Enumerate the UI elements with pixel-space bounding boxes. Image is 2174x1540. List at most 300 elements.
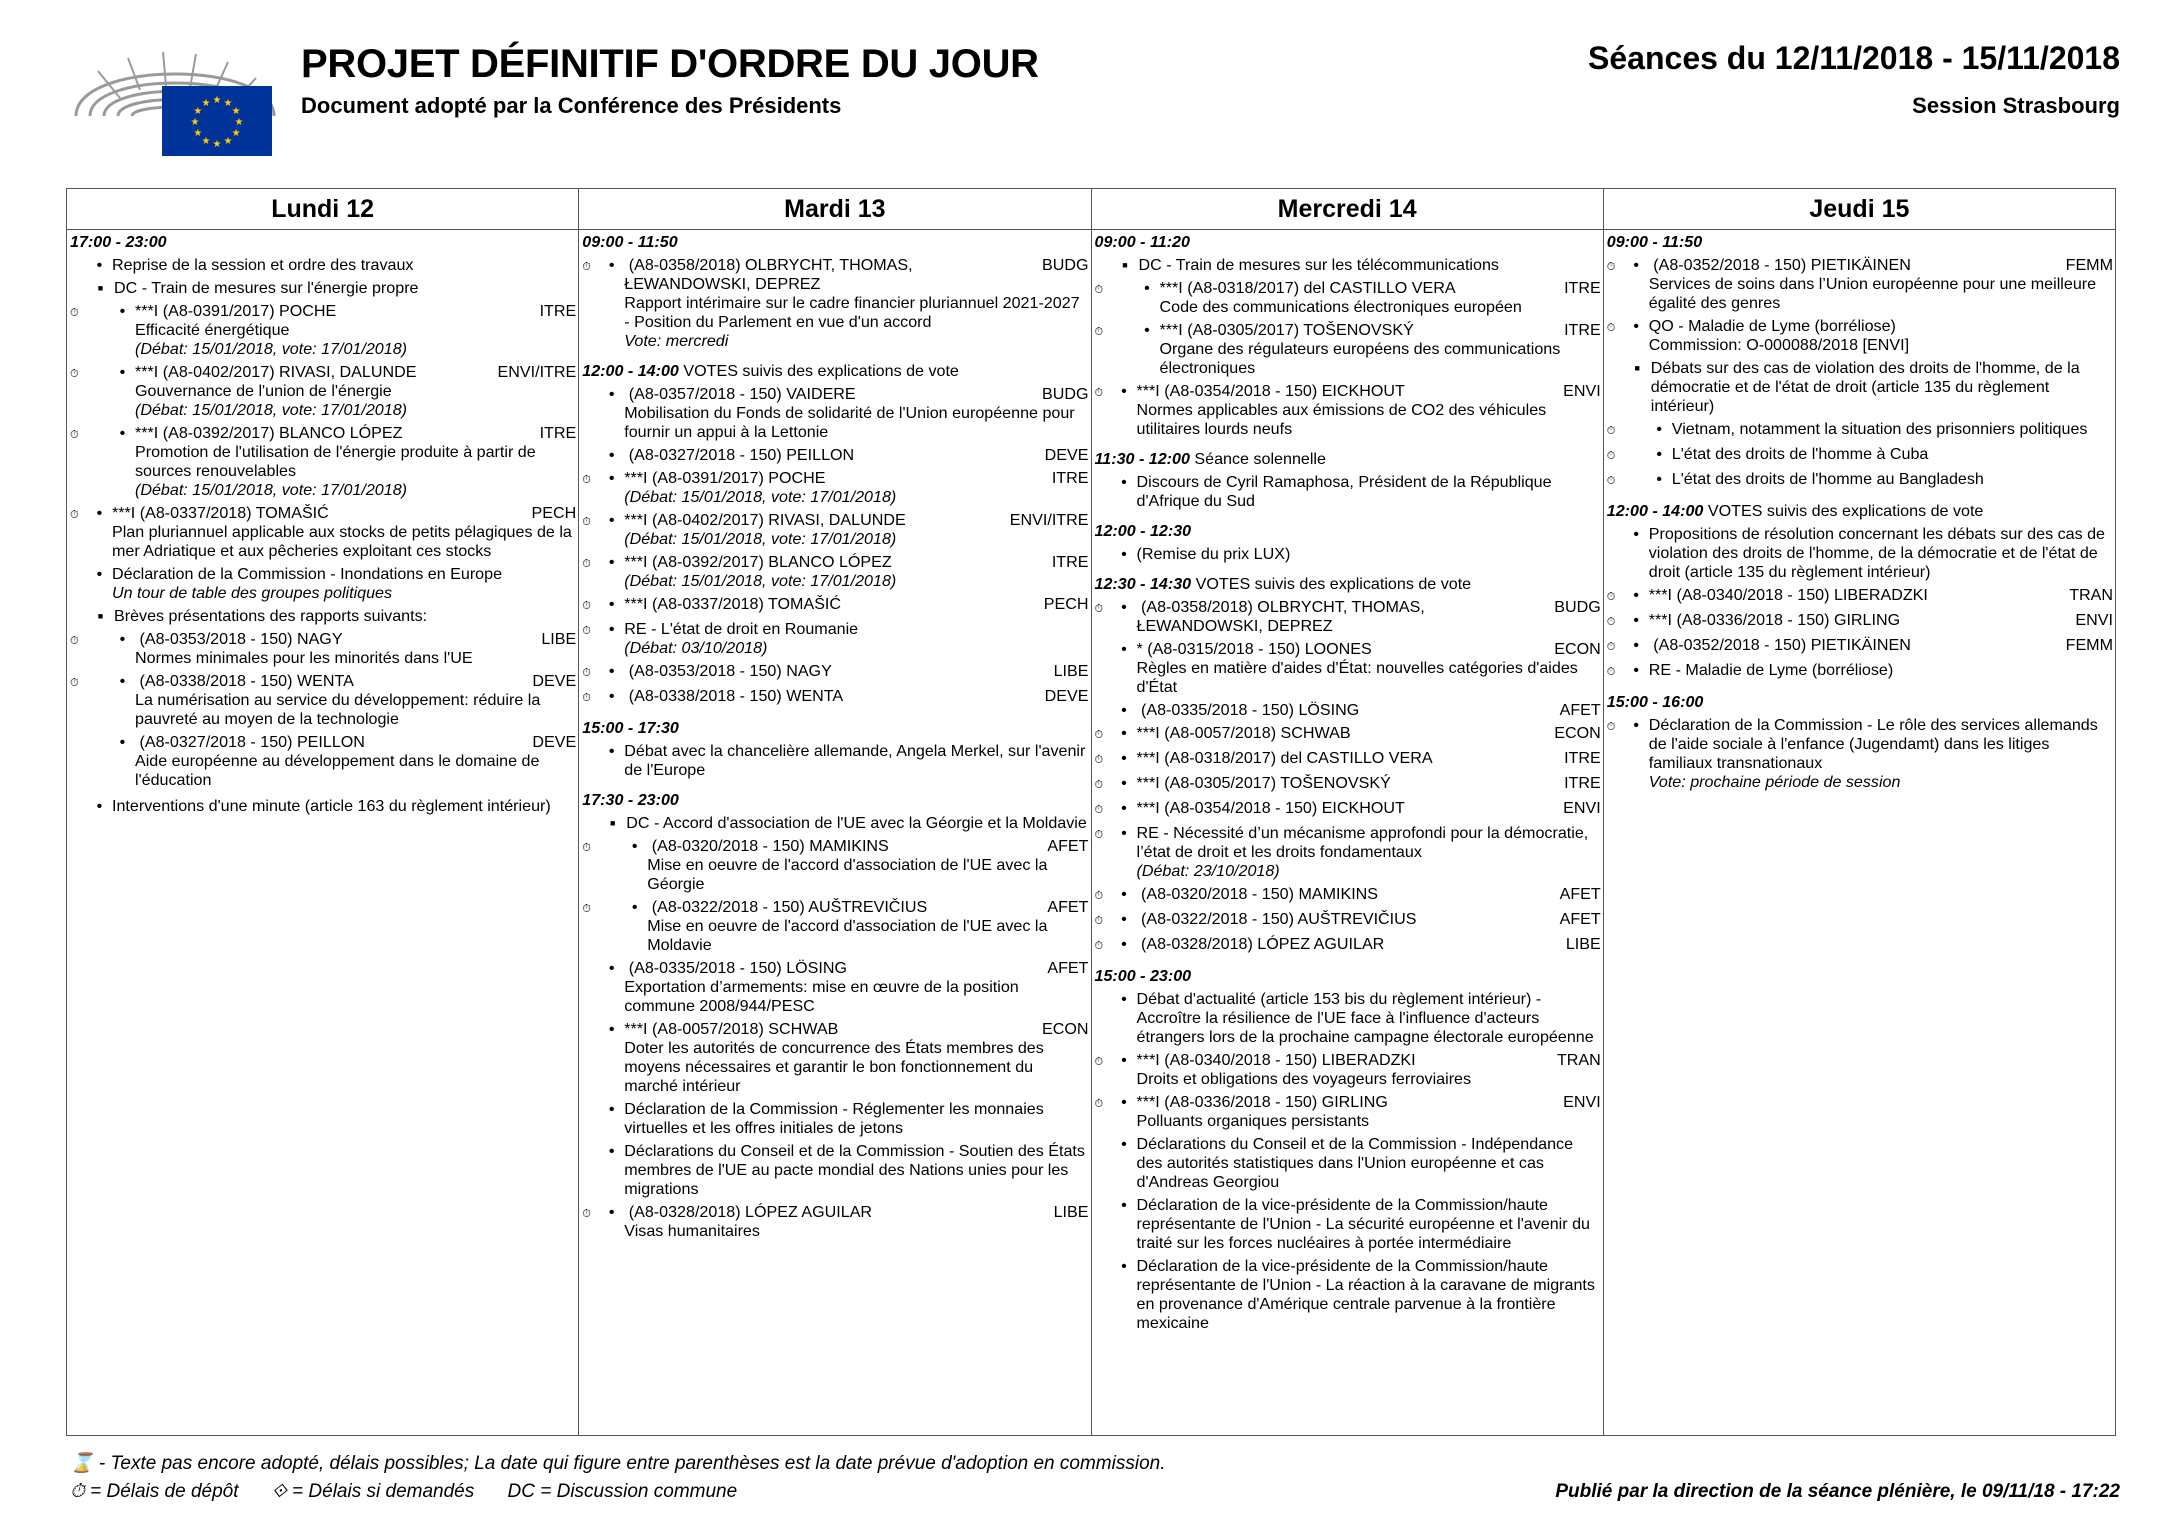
agenda-item bbox=[582, 898, 1088, 955]
eu-star: ★ bbox=[190, 117, 200, 128]
eu-star: ★ bbox=[223, 136, 233, 148]
bullet-icon: • bbox=[119, 672, 126, 690]
agenda-item bbox=[582, 742, 1088, 780]
committee-code: TRAN bbox=[2069, 586, 2113, 604]
committee-code: ITRE bbox=[1564, 279, 1601, 297]
bullet-icon: • bbox=[119, 630, 126, 648]
committee-code: AFET bbox=[1047, 959, 1089, 977]
item-heading bbox=[1137, 473, 1601, 511]
item-content bbox=[1137, 799, 1601, 818]
item-content bbox=[624, 595, 1088, 614]
deadline-clock-icon bbox=[582, 620, 599, 641]
item-heading bbox=[624, 1020, 1088, 1039]
bullet-icon: • bbox=[1121, 910, 1127, 928]
item-heading bbox=[1649, 661, 2113, 680]
bullet-icon: • bbox=[1121, 1257, 1127, 1275]
item-content bbox=[624, 687, 1088, 706]
item-content bbox=[624, 1142, 1088, 1199]
item-heading bbox=[1649, 586, 2113, 605]
agenda-item bbox=[1607, 256, 2113, 313]
item-content bbox=[1137, 1135, 1601, 1192]
item-note: (Débat: 15/01/2018, vote: 17/01/2018) bbox=[135, 340, 408, 358]
agenda-item bbox=[1607, 525, 2113, 582]
committee-code: AFET bbox=[1047, 837, 1089, 855]
agenda-item bbox=[1095, 824, 1601, 881]
agenda-item bbox=[1095, 321, 1601, 378]
item-heading bbox=[1137, 1051, 1601, 1070]
item-heading bbox=[1649, 317, 2113, 336]
time-slot bbox=[1095, 967, 1601, 986]
item-content bbox=[135, 733, 576, 790]
item-description: Mobilisation du Fonds de solidarité de l'Union européenne pour fournir un appui à la Lettonie bbox=[624, 404, 1075, 441]
item-content bbox=[1649, 586, 2113, 605]
session-dates: Séances du 12/11/2018 - 15/11/2018 bbox=[1588, 40, 2120, 76]
agenda-item bbox=[70, 504, 576, 561]
bullet-icon: • bbox=[1121, 749, 1127, 767]
item-description: Exportation d’armements: mise en œuvre de la position commune 2008/944/PESC bbox=[624, 978, 1019, 1015]
bullet-icon: • bbox=[1121, 1051, 1127, 1069]
slot-label: VOTES suivis des explications de vote bbox=[1195, 575, 1472, 593]
item-title: DC - Train de mesures sur l'énergie propre bbox=[114, 279, 419, 297]
bullet-icon: • bbox=[1633, 317, 1640, 335]
item-title: ***I (A8-0336/2018 - 150) GIRLING bbox=[1648, 611, 1901, 629]
deadline-clock-icon bbox=[1607, 445, 1647, 466]
item-heading bbox=[1139, 256, 1601, 275]
square-bullet-icon: ■ bbox=[97, 611, 104, 621]
item-heading bbox=[624, 511, 1088, 530]
time-slot bbox=[582, 791, 1088, 810]
item-description: Polluants organiques persistants bbox=[1136, 1112, 1370, 1130]
item-content bbox=[1137, 774, 1601, 793]
committee-code: LIBE bbox=[1565, 935, 1601, 953]
item-title: RE - L'état de droit en Roumanie bbox=[624, 620, 859, 638]
agenda-item bbox=[70, 672, 576, 729]
agenda-item bbox=[70, 565, 576, 603]
day-column bbox=[1091, 189, 1603, 1435]
bullet-icon: • bbox=[96, 256, 103, 274]
item-content bbox=[1137, 473, 1601, 511]
bullet-icon: • bbox=[1633, 661, 1640, 679]
item-title: Déclarations du Conseil et de la Commission - Soutien des États membres de l'UE au pacte mondial des Nations unies pour les migrations bbox=[624, 1142, 1090, 1198]
agenda-item bbox=[1095, 701, 1601, 720]
bullet-icon: • bbox=[1121, 799, 1127, 817]
committee-code: ITRE bbox=[539, 424, 577, 442]
time-slot bbox=[1095, 575, 1601, 594]
item-title: (A8-0335/2018 - 150) LÖSING bbox=[1136, 701, 1360, 719]
footer-note: ⌛ - Texte pas encore adopté, délais possibles; La date qui figure entre parenthèses est la date prévue d'adoption en commission. bbox=[70, 1453, 1166, 1474]
item-title: DC - Accord d'association de l'UE avec la Géorgie et la Moldavie bbox=[626, 814, 1087, 832]
slot-time: 12:00 - 12:30 bbox=[1094, 522, 1192, 540]
agenda-item bbox=[70, 797, 576, 816]
item-content bbox=[1651, 359, 2113, 416]
item-content bbox=[624, 446, 1088, 465]
bullet-icon: • bbox=[96, 504, 103, 522]
agenda-item bbox=[1607, 359, 2113, 416]
eu-star: ★ bbox=[193, 106, 203, 117]
bullet-icon: • bbox=[119, 302, 126, 320]
bullet-icon: • bbox=[608, 1020, 615, 1038]
item-title: (A8-0352/2018 - 150) PIETIKÄINEN bbox=[1648, 636, 1911, 654]
item-title: L'état des droits de l'homme au Bangladesh bbox=[1671, 470, 1984, 488]
item-title: ***I (A8-0057/2018) SCHWAB bbox=[1136, 724, 1351, 742]
item-heading bbox=[1137, 1257, 1601, 1333]
deadline-clock-icon bbox=[582, 1203, 599, 1224]
item-content bbox=[624, 511, 1088, 549]
item-title: * (A8-0315/2018 - 150) LOONES bbox=[1136, 640, 1372, 658]
agenda-item bbox=[582, 511, 1088, 549]
day-body bbox=[1604, 230, 2115, 792]
item-description: Promotion de l'utilisation de l'énergie produite à partir de sources renouvelables bbox=[135, 443, 536, 480]
item-title: ***I (A8-0340/2018 - 150) LIBERADZKI bbox=[1136, 1051, 1416, 1069]
item-content bbox=[112, 256, 576, 275]
day-heading: Lundi 12 bbox=[67, 189, 578, 230]
committee-code: DEVE bbox=[532, 672, 577, 690]
bullet-icon: • bbox=[1121, 1093, 1127, 1111]
item-content bbox=[1160, 279, 1601, 317]
committee-code: ENVI bbox=[1563, 382, 1601, 400]
item-heading bbox=[1137, 910, 1601, 929]
bullet-icon: • bbox=[1656, 445, 1663, 463]
item-description: Mise en oeuvre de l'accord d'association de l'UE avec la Moldavie bbox=[647, 917, 1048, 954]
item-content bbox=[1137, 724, 1601, 743]
slot-time: 09:00 - 11:20 bbox=[1094, 233, 1190, 251]
item-description: La numérisation au service du développement: réduire la pauvreté au moyen de la technologie bbox=[135, 691, 541, 728]
slot-label: VOTES suivis des explications de vote bbox=[683, 362, 959, 380]
slot-label: Séance solennelle bbox=[1194, 450, 1326, 468]
time-slot bbox=[1607, 693, 2113, 712]
bullet-icon: • bbox=[1121, 640, 1127, 658]
day-body bbox=[1092, 230, 1603, 1333]
eu-star: ★ bbox=[193, 128, 203, 139]
item-heading bbox=[624, 256, 1088, 275]
item-description: Efficacité énergétique bbox=[135, 321, 290, 339]
agenda-item bbox=[582, 446, 1088, 465]
agenda-item bbox=[582, 469, 1088, 507]
item-content bbox=[135, 363, 576, 420]
item-content bbox=[1160, 321, 1601, 378]
item-description: Droits et obligations des voyageurs ferroviaires bbox=[1136, 1070, 1472, 1088]
committee-code: FEMM bbox=[2065, 256, 2113, 274]
item-content bbox=[626, 814, 1088, 833]
item-content bbox=[1649, 636, 2113, 655]
agenda-item bbox=[1095, 885, 1601, 906]
deadline-clock-icon bbox=[582, 595, 599, 616]
bullet-icon: • bbox=[1633, 716, 1640, 734]
agenda-item bbox=[582, 959, 1088, 1016]
item-heading bbox=[1137, 990, 1601, 1047]
item-heading bbox=[112, 797, 576, 816]
square-bullet-icon: ■ bbox=[1634, 363, 1640, 373]
agenda-item bbox=[1607, 611, 2113, 632]
committee-code: ECON bbox=[1554, 640, 1601, 658]
item-description: Gouvernance de l'union de l'énergie bbox=[135, 382, 392, 400]
bullet-icon: • bbox=[1121, 1135, 1127, 1153]
item-note: (Débat: 15/01/2018, vote: 17/01/2018) bbox=[135, 481, 408, 499]
item-description: Plan pluriannuel applicable aux stocks de petits pélagiques de la mer Adriatique et aux pêcheries exploitant ces stocks bbox=[112, 523, 572, 560]
eu-star: ★ bbox=[231, 106, 241, 117]
item-content bbox=[1649, 525, 2113, 582]
deadline-clock-icon bbox=[1095, 749, 1112, 770]
item-heading bbox=[1649, 716, 2113, 773]
bullet-icon: • bbox=[1121, 473, 1127, 491]
item-content bbox=[624, 742, 1088, 780]
item-content bbox=[112, 504, 576, 561]
item-title: (A8-0322/2018 - 150) AUŠTREVIČIUS bbox=[647, 898, 928, 916]
item-title: L'état des droits de l'homme à Cuba bbox=[1671, 445, 1929, 463]
agenda-item bbox=[1607, 445, 2113, 466]
bullet-icon: • bbox=[1633, 636, 1640, 654]
item-heading bbox=[1649, 256, 2113, 275]
item-description: Rapport intérimaire sur le cadre financier pluriannuel 2021-2027 - Position du Parlement en vue d'un accord bbox=[624, 294, 1080, 331]
committee-code: ITRE bbox=[539, 302, 577, 320]
eu-star: ★ bbox=[212, 95, 222, 106]
deadline-clock-icon bbox=[1095, 910, 1112, 931]
item-heading bbox=[624, 1100, 1088, 1138]
item-note: (Débat: 15/01/2018, vote: 17/01/2018) bbox=[624, 488, 897, 506]
item-title: ***I (A8-0392/2017) BLANCO LÓPEZ bbox=[135, 424, 403, 442]
item-heading bbox=[1137, 885, 1601, 904]
agenda-item bbox=[582, 620, 1088, 658]
item-content bbox=[1672, 420, 2113, 439]
bullet-icon: • bbox=[1633, 611, 1640, 629]
bullet-icon: • bbox=[1633, 256, 1640, 274]
agenda-item bbox=[70, 607, 576, 626]
deadline-clock-icon bbox=[1607, 317, 1624, 338]
deadline-clock-icon bbox=[70, 302, 110, 323]
item-description: Aide européenne au développement dans le domaine de l'éducation bbox=[135, 752, 540, 789]
item-title: ***I (A8-0336/2018 - 150) GIRLING bbox=[1136, 1093, 1388, 1111]
agenda-item bbox=[70, 630, 576, 668]
item-content bbox=[1137, 1093, 1601, 1131]
item-content bbox=[624, 1100, 1088, 1138]
item-heading bbox=[624, 959, 1088, 978]
slot-time: 09:00 - 11:50 bbox=[1606, 233, 1703, 251]
item-heading bbox=[1672, 445, 2113, 464]
item-title: RE - Nécessité d’un mécanisme approfondi pour la démocratie, l’état de droit et les droits fondamentaux bbox=[1136, 824, 1593, 861]
agenda-item bbox=[582, 687, 1088, 708]
bullet-icon: • bbox=[608, 959, 615, 977]
item-title: (A8-0352/2018 - 150) PIETIKÄINEN bbox=[1648, 256, 1911, 274]
legend-on-request: ⟐ = Délais si demandés bbox=[271, 1481, 475, 1502]
day-heading: Jeudi 15 bbox=[1604, 189, 2115, 230]
committee-code: ENVI/ITRE bbox=[1009, 511, 1089, 529]
deadline-clock-icon bbox=[1095, 321, 1135, 342]
item-description: Règles en matière d'aides d'État: nouvelles catégories d'aides d'État bbox=[1136, 659, 1578, 696]
bullet-icon: • bbox=[1633, 586, 1640, 604]
item-note: (Débat: 15/01/2018, vote: 17/01/2018) bbox=[624, 530, 897, 548]
item-heading bbox=[135, 733, 576, 752]
agenda-item bbox=[1607, 317, 2113, 355]
bullet-icon: • bbox=[608, 1203, 615, 1221]
item-title: Déclaration de la vice-présidente de la Commission/haute représentante de l'Union - La réaction à la caravane de migrants en provenance d'Amérique centrale parvenue à la frontière mexicaine bbox=[1136, 1257, 1600, 1332]
item-heading bbox=[624, 687, 1088, 706]
agenda-item bbox=[1095, 382, 1601, 439]
eu-star: ★ bbox=[231, 128, 241, 139]
deadline-clock-icon bbox=[70, 630, 110, 651]
item-content bbox=[1137, 935, 1601, 954]
item-content bbox=[112, 797, 576, 816]
bullet-icon: • bbox=[631, 898, 638, 916]
session-place: Session Strasbourg bbox=[1912, 93, 2120, 118]
deadline-clock-icon bbox=[1095, 279, 1135, 300]
item-title: ***I (A8-0391/2017) POCHE bbox=[624, 469, 826, 487]
item-content bbox=[1672, 445, 2113, 464]
day-heading: Mardi 13 bbox=[579, 189, 1090, 230]
item-content bbox=[135, 424, 576, 500]
item-content bbox=[1137, 749, 1601, 768]
bullet-icon: • bbox=[608, 1142, 615, 1160]
eu-star: ★ bbox=[212, 139, 222, 150]
bullet-icon: • bbox=[119, 363, 126, 381]
bullet-icon: • bbox=[1121, 545, 1127, 563]
legend-deadline: ⏱ = Délais de dépôt bbox=[70, 1481, 239, 1502]
item-title: (A8-0338/2018 - 150) WENTA bbox=[624, 687, 844, 705]
agenda-item bbox=[1095, 935, 1601, 956]
item-title: (A8-0358/2018) OLBRYCHT, THOMAS, bbox=[624, 256, 913, 274]
item-content bbox=[1137, 990, 1601, 1047]
time-slot bbox=[1095, 450, 1601, 469]
item-title: Déclaration de la Commission - Inondations en Europe bbox=[112, 565, 503, 583]
deadline-clock-icon bbox=[70, 363, 110, 384]
bullet-icon: • bbox=[1121, 990, 1127, 1008]
item-heading bbox=[135, 363, 576, 382]
item-heading bbox=[624, 1203, 1088, 1222]
item-content bbox=[135, 672, 576, 729]
agenda-item bbox=[1095, 774, 1601, 795]
agenda-item bbox=[1607, 470, 2113, 491]
deadline-clock-icon bbox=[1095, 824, 1112, 845]
item-content bbox=[114, 607, 576, 626]
item-title: ***I (A8-0337/2018) TOMAŠIĆ bbox=[624, 595, 842, 613]
item-description: Visas humanitaires bbox=[624, 1222, 760, 1240]
deadline-clock-icon bbox=[1095, 774, 1112, 795]
agenda-item bbox=[70, 363, 576, 420]
committee-code: ITRE bbox=[1051, 469, 1089, 487]
bullet-icon: • bbox=[96, 565, 103, 583]
committee-code: ITRE bbox=[1564, 749, 1601, 767]
item-heading bbox=[624, 385, 1088, 404]
item-heading bbox=[1137, 724, 1601, 743]
committee-code: PECH bbox=[531, 504, 577, 522]
agenda-item bbox=[1095, 1093, 1601, 1131]
item-content bbox=[624, 385, 1088, 442]
agenda-table bbox=[66, 188, 2116, 1436]
deadline-clock-icon bbox=[1095, 885, 1112, 906]
bullet-icon: • bbox=[1121, 382, 1127, 400]
committee-code: BUDG bbox=[1554, 598, 1601, 616]
item-title: ***I (A8-0337/2018) TOMAŠIĆ bbox=[112, 504, 329, 522]
item-description: Code des communications électroniques européen bbox=[1159, 298, 1522, 316]
item-title: (Remise du prix LUX) bbox=[1136, 545, 1291, 563]
deadline-clock-icon bbox=[582, 553, 599, 574]
slot-time: 12:00 - 14:00 bbox=[582, 362, 679, 380]
committee-code: ENVI bbox=[2075, 611, 2113, 629]
item-heading bbox=[1137, 1135, 1601, 1192]
item-heading bbox=[1137, 799, 1601, 818]
committee-code: AFET bbox=[1559, 885, 1601, 903]
slot-time: 17:00 - 23:00 bbox=[70, 233, 167, 251]
item-title: ***I (A8-0318/2017) del CASTILLO VERA bbox=[1159, 279, 1456, 297]
bullet-icon: • bbox=[608, 446, 615, 464]
item-title: Débats sur des cas de violation des droits de l'homme, de la démocratie et de l'état de droit (article 135 du règlement intérieur) bbox=[1650, 359, 2085, 415]
item-heading bbox=[135, 630, 576, 649]
item-heading bbox=[624, 446, 1088, 465]
agenda-item bbox=[1607, 716, 2113, 792]
european-parliament-logo bbox=[68, 38, 282, 156]
item-description: ŁEWANDOWSKI, DEPREZ bbox=[1136, 617, 1333, 635]
bullet-icon: • bbox=[1121, 935, 1127, 953]
agenda-item bbox=[70, 733, 576, 790]
item-heading bbox=[624, 595, 1088, 614]
item-title: RE - Maladie de Lyme (borréliose) bbox=[1648, 661, 1894, 679]
deadline-clock-icon bbox=[1095, 1051, 1112, 1072]
committee-code: ECON bbox=[1554, 724, 1601, 742]
item-content bbox=[1649, 611, 2113, 630]
item-content bbox=[624, 959, 1088, 1016]
eu-star: ★ bbox=[223, 97, 233, 109]
item-heading bbox=[647, 898, 1088, 917]
item-heading bbox=[112, 256, 576, 275]
item-content bbox=[1137, 1051, 1601, 1089]
item-content bbox=[624, 1020, 1088, 1096]
item-heading bbox=[135, 302, 576, 321]
item-heading bbox=[1137, 824, 1601, 862]
agenda-item bbox=[1095, 640, 1601, 697]
item-heading bbox=[1137, 774, 1601, 793]
bullet-icon: • bbox=[608, 385, 615, 403]
item-title: (A8-0353/2018 - 150) NAGY bbox=[624, 662, 832, 680]
item-title: ***I (A8-0318/2017) del CASTILLO VERA bbox=[1136, 749, 1433, 767]
bullet-icon: • bbox=[631, 837, 638, 855]
time-slot bbox=[582, 233, 1088, 252]
item-content bbox=[1649, 716, 2113, 792]
item-title: (A8-0327/2018 - 150) PEILLON bbox=[135, 733, 365, 751]
item-title: (A8-0327/2018 - 150) PEILLON bbox=[624, 446, 855, 464]
item-description: Services de soins dans l’Union européenne pour une meilleure égalité des genres bbox=[1648, 275, 2097, 312]
item-content bbox=[647, 898, 1088, 955]
day-column bbox=[67, 189, 578, 1435]
item-heading bbox=[1160, 321, 1601, 340]
item-heading bbox=[647, 837, 1088, 856]
item-description: Organe des régulateurs européens des communications électroniques bbox=[1159, 340, 1561, 377]
bullet-icon: • bbox=[119, 424, 126, 442]
agenda-item bbox=[582, 595, 1088, 616]
time-slot bbox=[582, 362, 1088, 381]
published-by: Publié par la direction de la séance plénière, le 09/11/18 - 17:22 bbox=[1555, 1481, 2120, 1502]
agenda-item bbox=[1607, 420, 2113, 441]
agenda-item bbox=[70, 424, 576, 500]
bullet-icon: • bbox=[1121, 824, 1127, 842]
square-bullet-icon: ■ bbox=[610, 818, 616, 828]
committee-code: AFET bbox=[1559, 701, 1601, 719]
committee-code: BUDG bbox=[1042, 385, 1089, 403]
item-content bbox=[1137, 382, 1601, 439]
item-title: (A8-0320/2018 - 150) MAMIKINS bbox=[1136, 885, 1379, 903]
item-heading bbox=[1649, 525, 2113, 582]
item-heading bbox=[624, 620, 1088, 639]
item-content bbox=[1137, 701, 1601, 720]
committee-code: LIBE bbox=[1053, 662, 1089, 680]
agenda-item bbox=[582, 1100, 1088, 1138]
slot-time: 12:30 - 14:30 bbox=[1094, 575, 1192, 593]
item-title: (A8-0335/2018 - 150) LÖSING bbox=[624, 959, 848, 977]
agenda-item bbox=[1095, 473, 1601, 511]
bullet-icon: • bbox=[1121, 598, 1127, 616]
agenda-item bbox=[582, 814, 1088, 833]
item-heading bbox=[1672, 470, 2113, 489]
committee-code: ENVI bbox=[1563, 1093, 1601, 1111]
agenda-item bbox=[582, 1203, 1088, 1241]
